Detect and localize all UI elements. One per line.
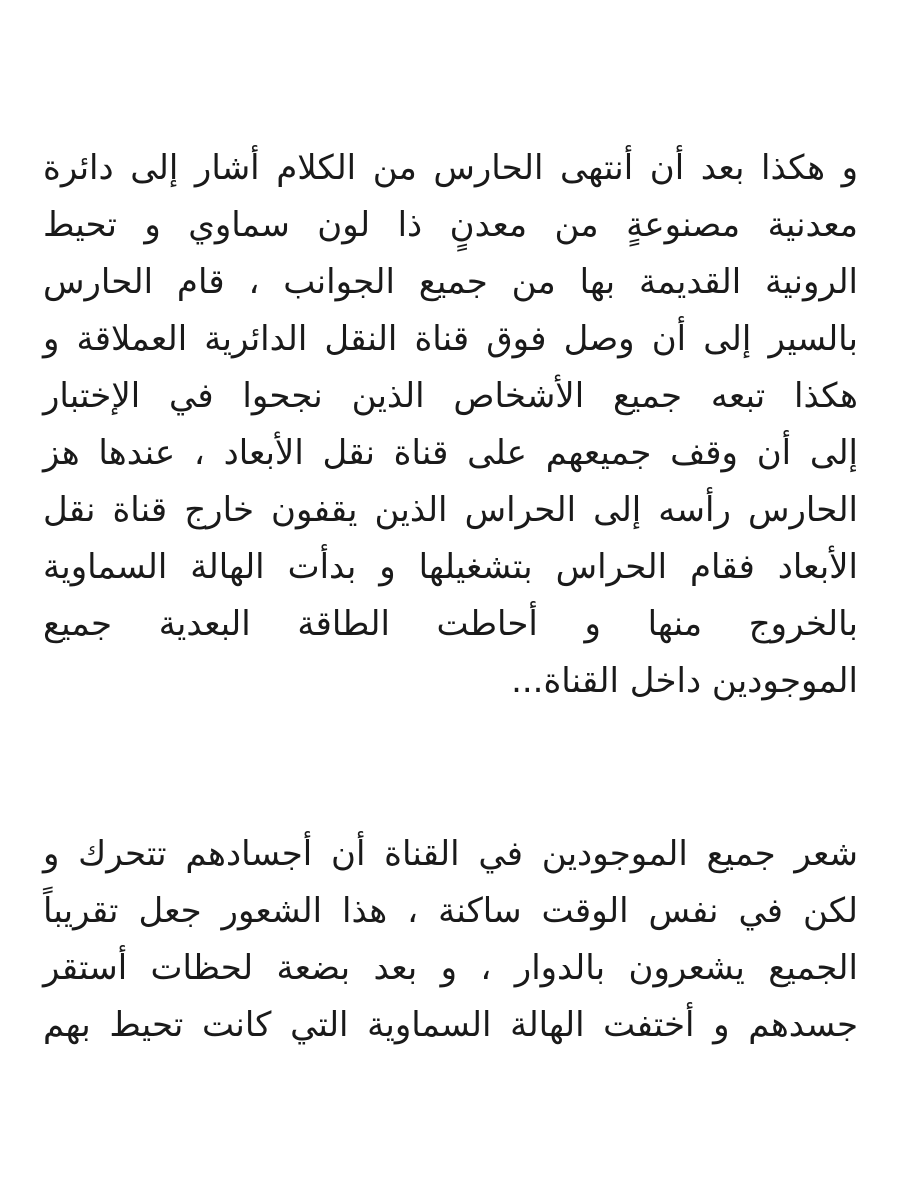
- text-line: لكن في نفس الوقت ساكنة ، هذا الشعور جعل تقريباً: [43, 891, 858, 931]
- text-line: هكذا تبعه جميع الأشخاص الذين نجحوا في الإختبار: [43, 376, 858, 416]
- text-line: الحارس رأسه إلى الحراس الذين يقفون خارج قناة نقل: [43, 490, 858, 530]
- text-line: شعر جميع الموجودين في القناة أن أجسادهم تتحرك و: [43, 834, 858, 874]
- paragraph-2: [43, 826, 858, 1054]
- text-line: الموجودين داخل القناة...: [511, 661, 858, 701]
- text-line: بالسير إلى أن وصل فوق قناة النقل الدائرية العملاقة و: [43, 319, 858, 359]
- text-line: الأبعاد فقام الحراس بتشغيلها و بدأت الهالة السماوية: [43, 547, 858, 587]
- text-line: بالخروج منها و أحاطت الطاقة البعدية جميع: [43, 604, 858, 644]
- text-line: الرونية القديمة بها من جميع الجوانب ، قام الحارس: [43, 262, 858, 302]
- text-line: و هكذا بعد أن أنتهى الحارس من الكلام أشار إلى دائرة: [43, 148, 858, 188]
- paragraph-1: [43, 140, 858, 710]
- text-line: معدنية مصنوعةٍ من معدنٍ ذا لون سماوي و تحيط: [43, 205, 858, 245]
- text-line: جسدهم و أختفت الهالة السماوية التي كانت تحيط بهم: [43, 1005, 858, 1045]
- text-line: الجميع يشعرون بالدوار ، و بعد بضعة لحظات أستقر: [43, 948, 858, 988]
- text-line: إلى أن وقف جميعهم على قناة نقل الأبعاد ، عندها هز: [43, 433, 858, 473]
